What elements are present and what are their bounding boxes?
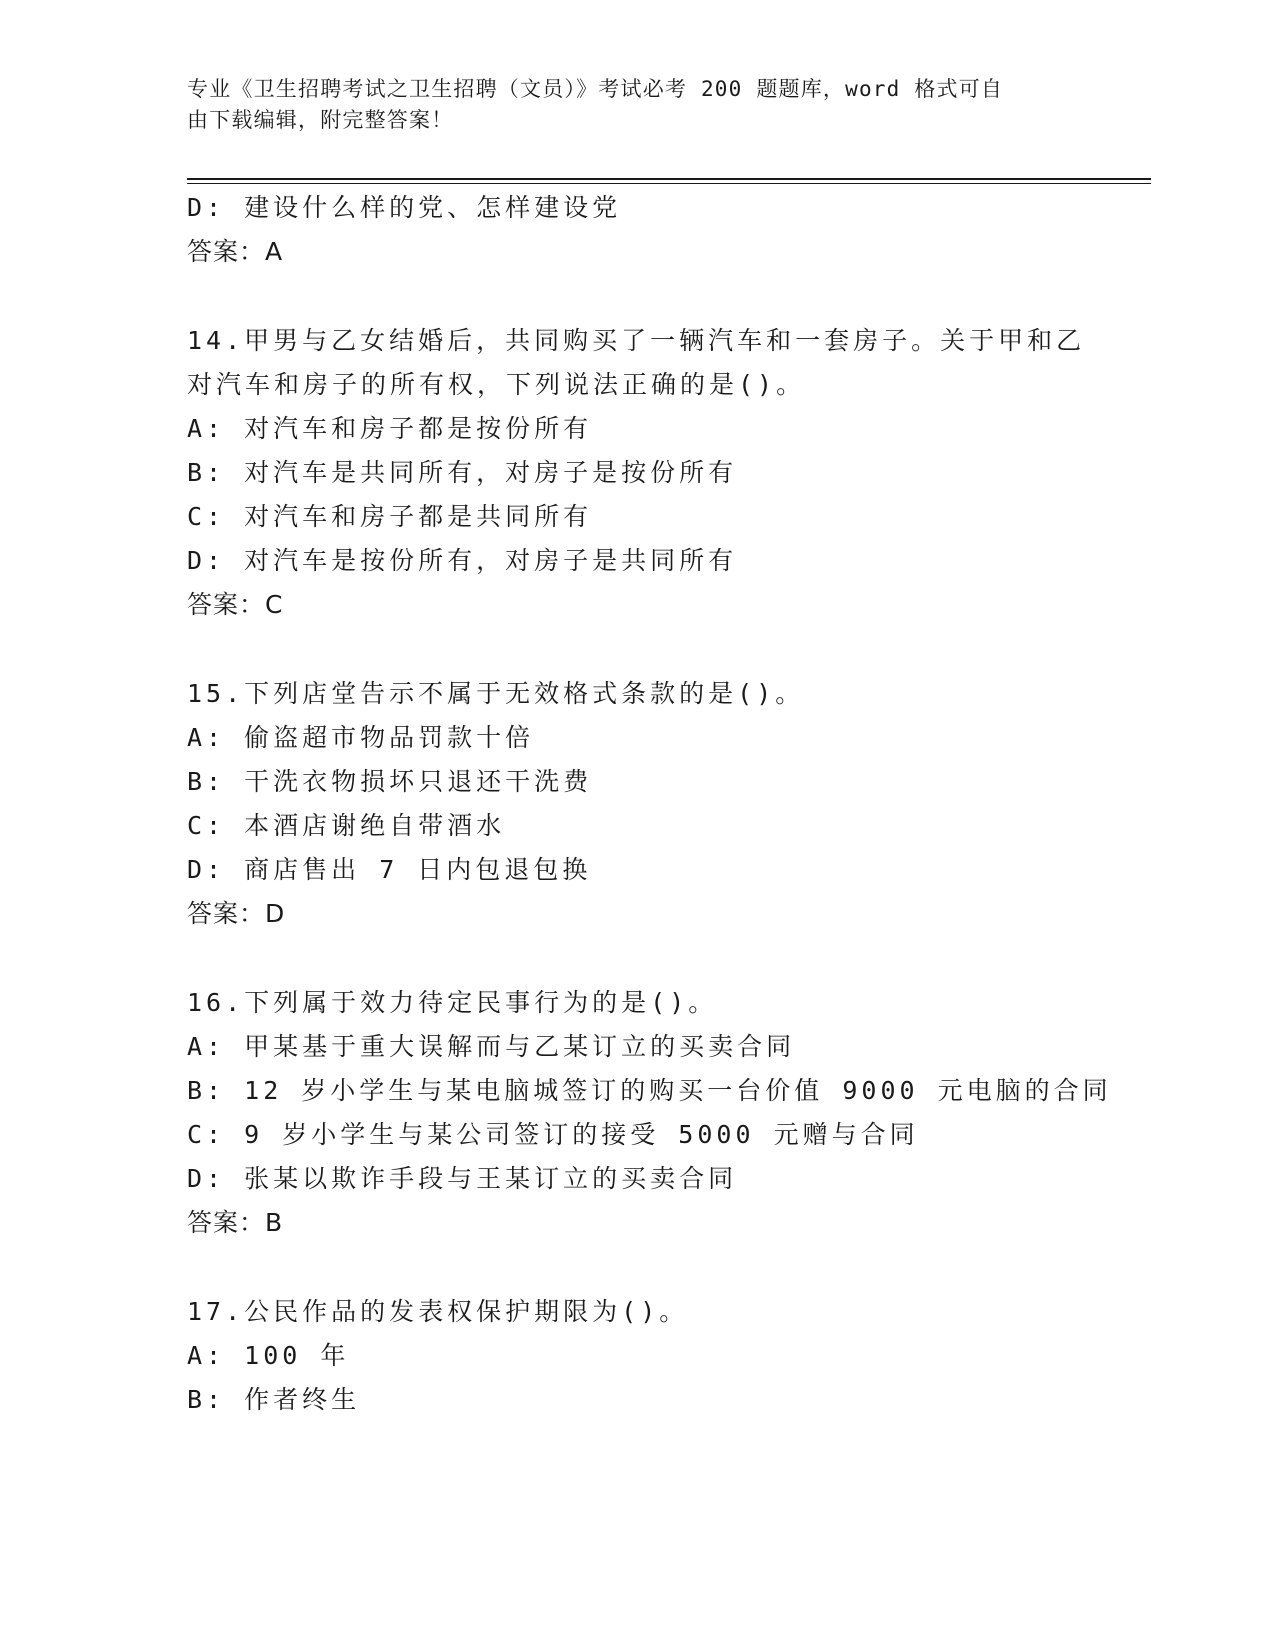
q15-stem: 15.下列店堂告示不属于无效格式条款的是()。 — [187, 679, 805, 708]
q16-stem: 16.下列属于效力待定民事行为的是()。 — [187, 988, 718, 1017]
q15-answer: 答案：D — [187, 899, 286, 928]
header-line-2: 由下载编辑，附完整答案！ — [187, 108, 454, 132]
document-header — [187, 74, 1067, 136]
q17-option-a: A: 100 年 — [187, 1341, 350, 1370]
q14-option-c: C: 对汽车和房子都是共同所有 — [187, 502, 593, 531]
header-line-1: 专业《卫生招聘考试之卫生招聘（文员）》考试必考 200 题题库，word 格式可自 — [187, 77, 1004, 101]
q14-stem-line-1: 14.甲男与乙女结婚后，共同购买了一辆汽车和一套房子。关于甲和乙 — [187, 326, 1086, 355]
q15-option-c: C: 本酒店谢绝自带酒水 — [187, 811, 506, 840]
q16-answer: 答案：B — [187, 1208, 284, 1237]
q16-option-a: A: 甲某基于重大误解而与乙某订立的买卖合同 — [187, 1032, 796, 1061]
q15-option-b: B: 干洗衣物损坏只退还干洗费 — [187, 767, 593, 796]
q13-option-d: D: 建设什么样的党、怎样建设党 — [187, 193, 622, 222]
header-divider-thick — [187, 178, 1151, 180]
q14-stem-line-2: 对汽车和房子的所有权，下列说法正确的是()。 — [187, 370, 806, 399]
q16-option-c: C: 9 岁小学生与某公司签订的接受 5000 元赠与合同 — [187, 1120, 919, 1149]
q17-option-b: B: 作者终生 — [187, 1385, 361, 1414]
q14-option-d: D: 对汽车是按份所有，对房子是共同所有 — [187, 546, 738, 575]
header-divider-thin — [187, 183, 1151, 184]
q15-option-a: A: 偷盗超市物品罚款十倍 — [187, 723, 535, 752]
q14-option-b: B: 对汽车是共同所有，对房子是按份所有 — [187, 458, 738, 487]
q14-option-a: A: 对汽车和房子都是按份所有 — [187, 414, 593, 443]
q13-answer: 答案：A — [187, 237, 284, 266]
q17-stem: 17.公民作品的发表权保护期限为()。 — [187, 1297, 689, 1326]
q14-answer: 答案：C — [187, 590, 284, 619]
q16-option-d: D: 张某以欺诈手段与王某订立的买卖合同 — [187, 1164, 738, 1193]
q16-option-b: B: 12 岁小学生与某电脑城签订的购买一台价值 9000 元电脑的合同 — [187, 1076, 1112, 1105]
q15-option-d: D: 商店售出 7 日内包退包换 — [187, 855, 592, 884]
